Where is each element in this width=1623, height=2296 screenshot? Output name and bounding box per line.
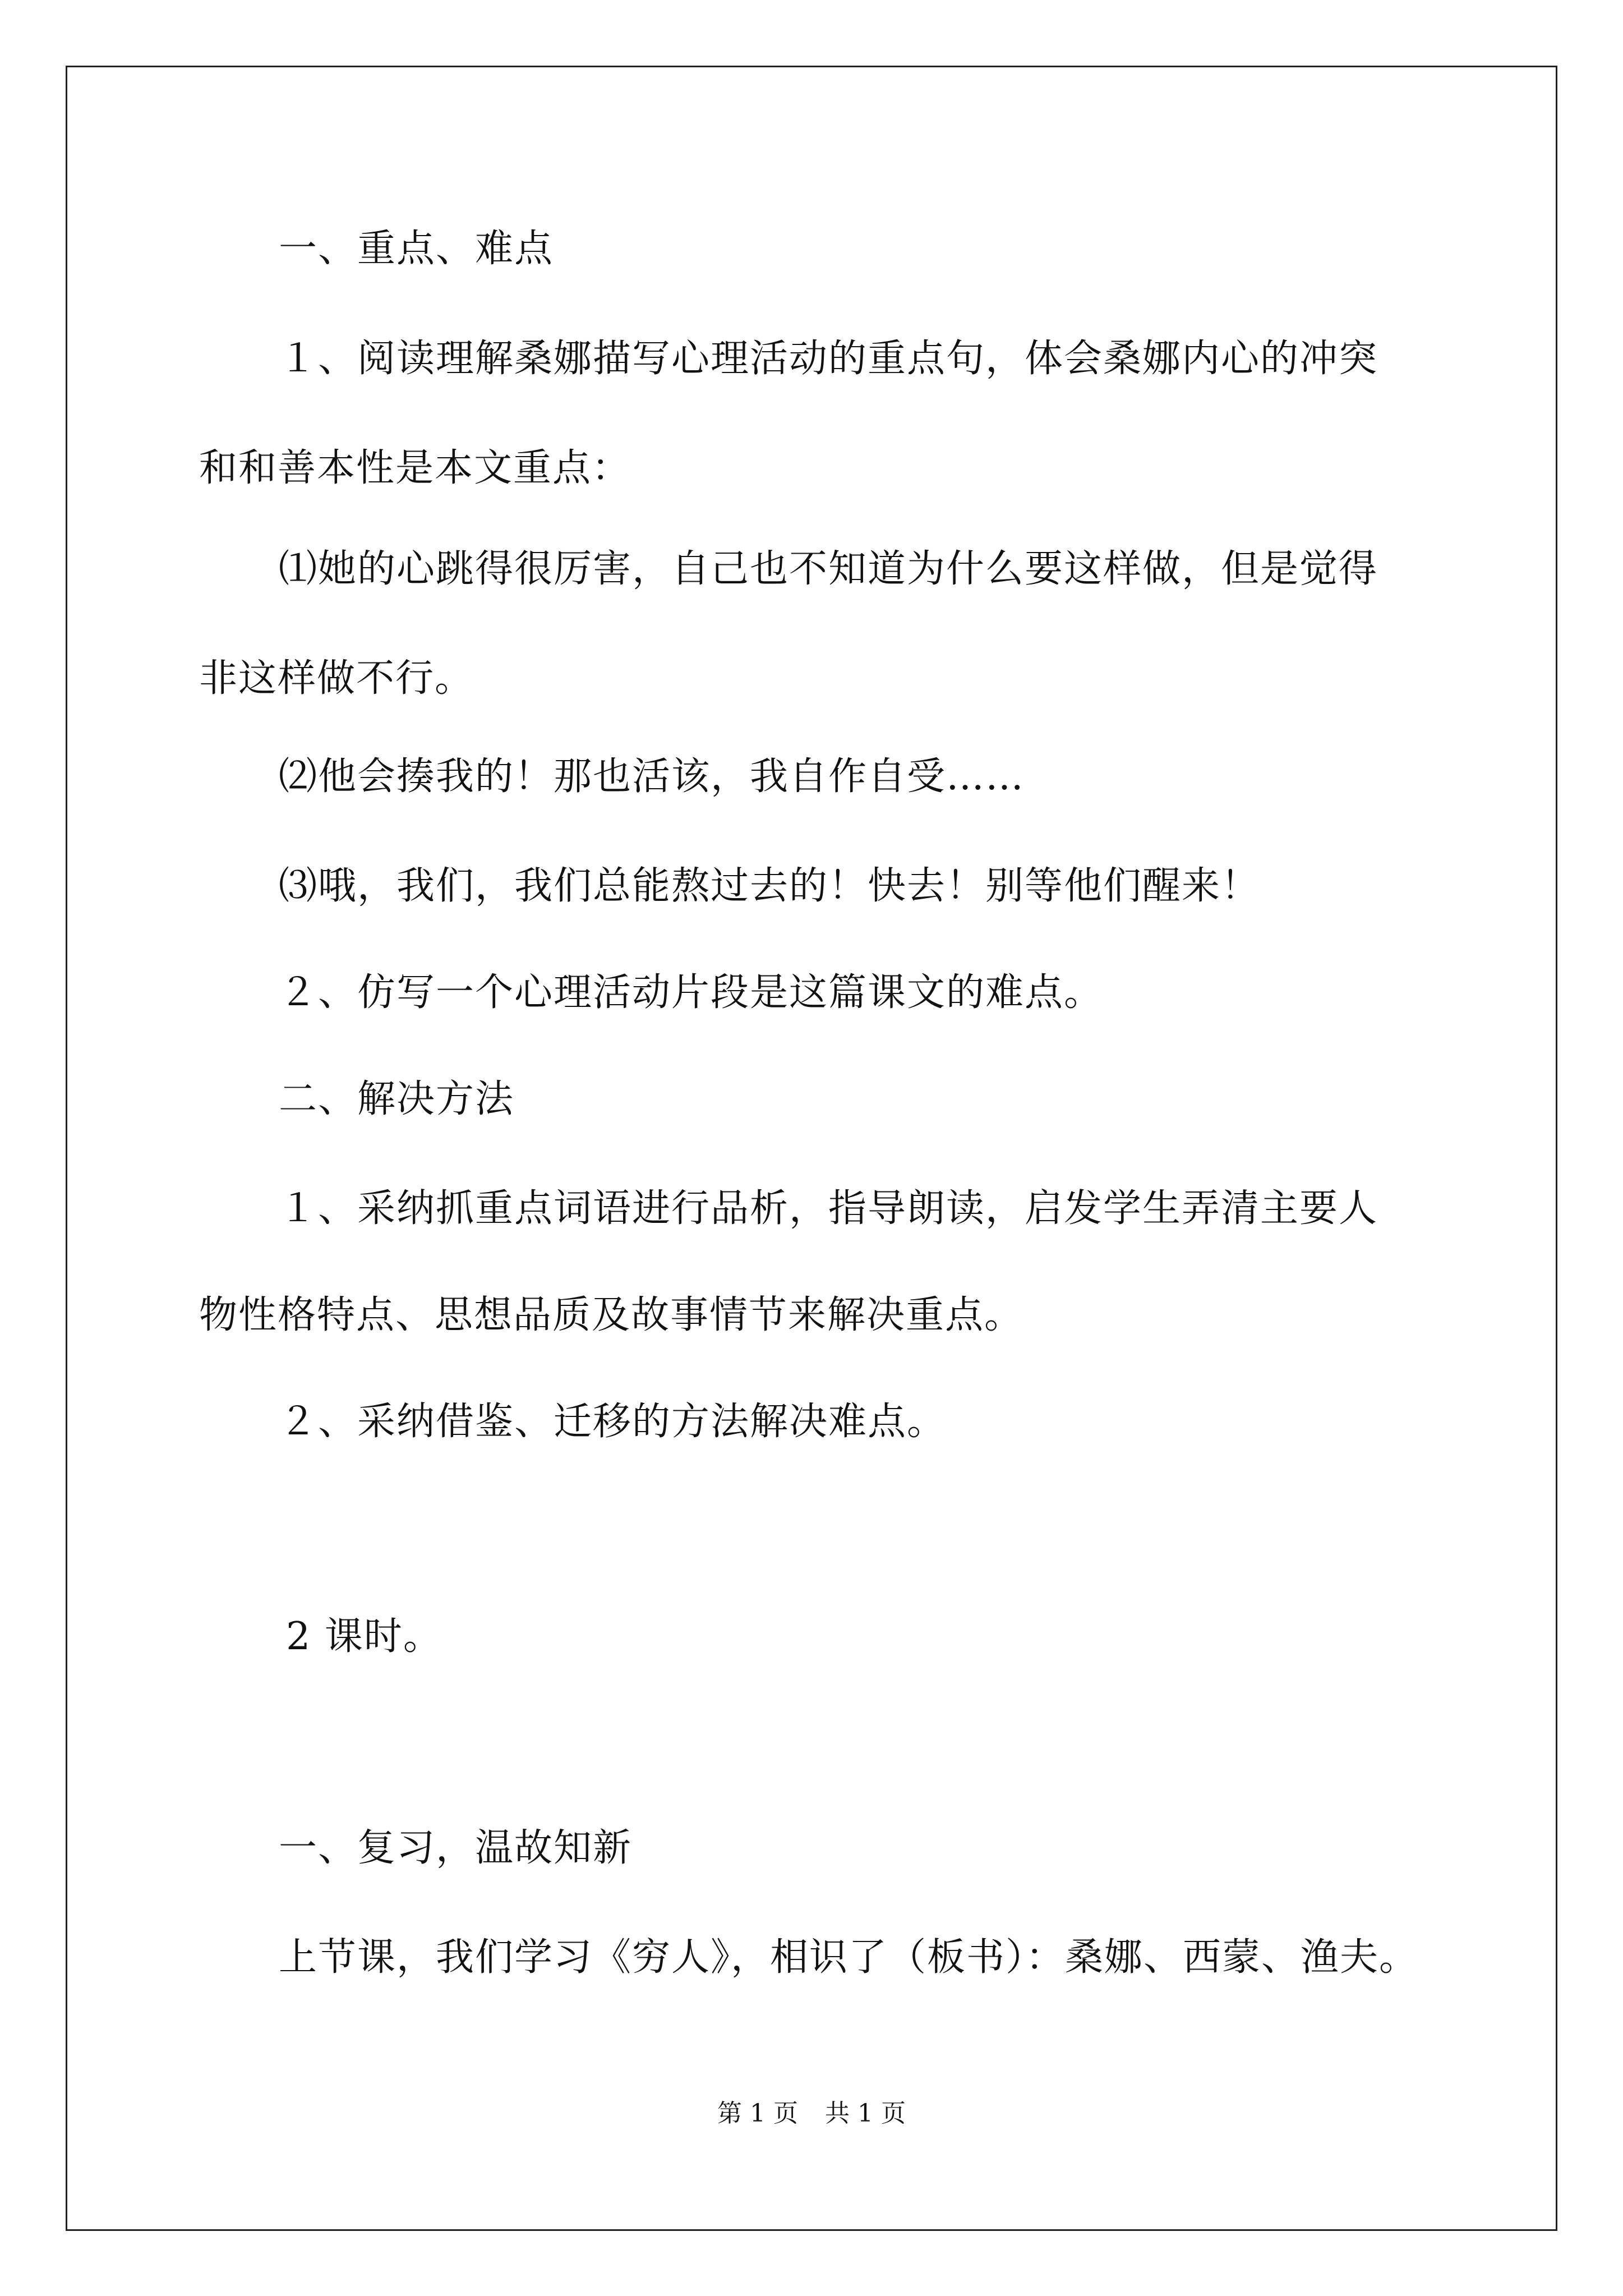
paragraph-line: １、阅读理解桑娜描写心理活动的重点句，体会桑娜内心的冲突 [279, 337, 1378, 381]
paragraph-line: 2 课时。 [286, 1614, 442, 1659]
section-heading-key-points: 一、重点、难点 [279, 227, 554, 271]
paragraph-line: 非这样做不行。 [199, 656, 474, 701]
paragraph-line: 物性格特点、思想品质及故事情节来解决重点。 [199, 1293, 1024, 1337]
paragraph-line: 和和善本性是本文重点： [199, 446, 631, 490]
page-number: 第 1 页 [717, 2099, 798, 2128]
paragraph-line: ⑴她的心跳得很厉害，自己也不知道为什么要这样做，但是觉得 [279, 547, 1378, 591]
paragraph-line: ２、采纳借鉴、迁移的方法解决难点。 [279, 1400, 947, 1444]
paragraph-line: ２、仿写一个心理活动片段是这篇课文的难点。 [279, 970, 1104, 1015]
page-border [66, 66, 1557, 2231]
section-heading-solutions: 二、解决方法 [279, 1077, 515, 1121]
page-footer [0, 2098, 1623, 2129]
paragraph-line: 上节课，我们学习《穷人》，相识了（板书）：桑娜、西蒙、渔夫。 [279, 1935, 1419, 1980]
section-heading-review: 一、复习，温故知新 [279, 1826, 633, 1870]
paragraph-line: １、采纳抓重点词语进行品析，指导朗读，启发学生弄清主要人 [279, 1186, 1378, 1231]
paragraph-line: ⑶哦，我们，我们总能熬过去的！快去！别等他们醒来！ [279, 864, 1261, 908]
page-total: 共 1 页 [825, 2099, 906, 2128]
paragraph-line: ⑵他会揍我的！那也活该，我自作自受…… [279, 754, 1025, 799]
